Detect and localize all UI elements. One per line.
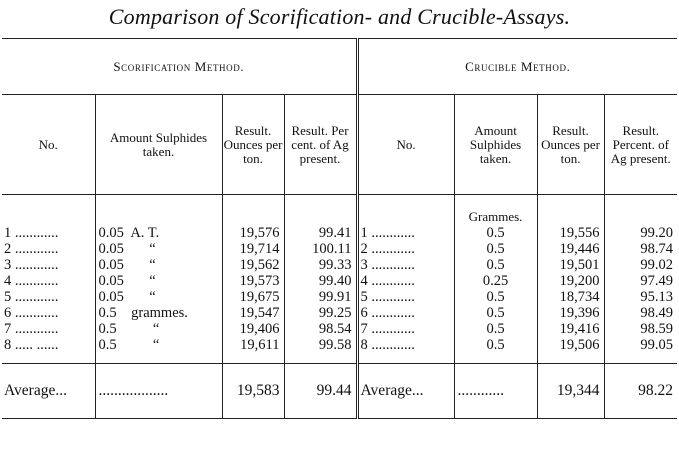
table-row xyxy=(2,305,677,321)
header-amount-scorification: Amount Sulphides taken. xyxy=(95,95,222,195)
amount-taken-crucible: 0.5 xyxy=(454,289,537,305)
table-title: Comparison of Scorification- and Crucible-Assays. xyxy=(108,4,571,29)
row-number-crucible: 3 ............ xyxy=(357,257,454,273)
row-number: 7 ............ xyxy=(4,321,59,337)
row-number-crucible: 6 ............ xyxy=(357,305,454,321)
amount-taken: 0.05 “ xyxy=(95,273,222,289)
result-percent: 99.41 xyxy=(284,225,357,241)
result-percent-crucible: 99.05 xyxy=(604,337,677,353)
amount-taken: 0.5 grammes. xyxy=(95,305,222,321)
row-number-crucible: 2 ............ xyxy=(357,241,454,257)
average-row xyxy=(2,364,677,419)
amount-taken-crucible: 0.5 xyxy=(454,321,537,337)
row-number: 1 ............ xyxy=(4,225,59,241)
result-percent: 99.58 xyxy=(284,337,357,353)
result-ounces-crucible: 19,501 xyxy=(537,257,604,273)
amount-taken: 0.05 “ xyxy=(95,241,222,257)
amount-taken-crucible: 0.5 xyxy=(454,225,537,241)
section-scorification: Scorification Method. xyxy=(2,39,357,95)
amount-taken-crucible: 0.25 xyxy=(454,273,537,289)
result-ounces-crucible: 19,446 xyxy=(537,241,604,257)
result-ounces-crucible: 19,506 xyxy=(537,337,604,353)
amount-taken: 0.5 “ xyxy=(95,337,222,353)
result-ounces-crucible: 19,396 xyxy=(537,305,604,321)
result-percent-crucible: 99.20 xyxy=(604,225,677,241)
row-number-crucible: 7 ............ xyxy=(357,321,454,337)
row-number-crucible: 5 ............ xyxy=(357,289,454,305)
average-dots: .................. xyxy=(95,364,222,419)
average-percent-scorification: 99.44 xyxy=(284,364,357,419)
header-result-percent-scorification: Result. Per cent. of Ag present. xyxy=(284,95,357,195)
average-ounces-crucible: 19,344 xyxy=(537,364,604,419)
average-percent-crucible: 98.22 xyxy=(604,364,677,419)
result-ounces: 19,562 xyxy=(222,257,284,273)
result-percent: 99.33 xyxy=(284,257,357,273)
result-ounces: 19,573 xyxy=(222,273,284,289)
average-label: Average... xyxy=(2,364,95,419)
amount-taken-crucible: 0.5 xyxy=(454,257,537,273)
header-amount-crucible: Amount Sulphides taken. xyxy=(454,95,537,195)
crucible-unit-label: Grammes. xyxy=(454,209,537,225)
amount-taken-crucible: 0.5 xyxy=(454,305,537,321)
header-no: No. xyxy=(2,95,95,195)
assay-comparison-table xyxy=(2,38,677,419)
result-ounces: 19,547 xyxy=(222,305,284,321)
result-percent: 99.25 xyxy=(284,305,357,321)
row-number: 6 ............ xyxy=(4,305,59,321)
result-percent-crucible: 98.59 xyxy=(604,321,677,337)
average-dots-crucible: ............ xyxy=(454,364,537,419)
section-crucible: Crucible Method. xyxy=(357,39,677,95)
result-percent: 99.91 xyxy=(284,289,357,305)
amount-taken-crucible: 0.5 xyxy=(454,337,537,353)
result-percent: 100.11 xyxy=(284,241,357,257)
table-row xyxy=(2,225,677,241)
header-result-percent-crucible: Result. Percent. of Ag present. xyxy=(604,95,677,195)
result-percent: 98.54 xyxy=(284,321,357,337)
result-ounces-crucible: 18,734 xyxy=(537,289,604,305)
row-number: 4 ............ xyxy=(4,273,59,289)
row-number: 5 ............ xyxy=(4,289,59,305)
result-percent-crucible: 99.02 xyxy=(604,257,677,273)
result-ounces-crucible: 19,416 xyxy=(537,321,604,337)
result-ounces: 19,611 xyxy=(222,337,284,353)
amount-taken: 0.05 A. T. xyxy=(95,225,222,241)
result-percent-crucible: 98.74 xyxy=(604,241,677,257)
result-percent: 99.40 xyxy=(284,273,357,289)
row-number: 3 ............ xyxy=(4,257,59,273)
row-number: 8 ..... ...... xyxy=(4,337,59,353)
table-row xyxy=(2,241,677,257)
result-ounces-crucible: 19,556 xyxy=(537,225,604,241)
row-number: 2 ............ xyxy=(4,241,59,257)
table-row xyxy=(2,321,677,337)
result-ounces: 19,406 xyxy=(222,321,284,337)
result-ounces: 19,576 xyxy=(222,225,284,241)
average-ounces-scorification: 19,583 xyxy=(222,364,284,419)
header-no-crucible: No. xyxy=(357,95,454,195)
table-row xyxy=(2,257,677,273)
row-number-crucible: 8 ............ xyxy=(357,337,454,353)
result-ounces-crucible: 19,200 xyxy=(537,273,604,289)
table-row xyxy=(2,273,677,289)
result-percent-crucible: 98.49 xyxy=(604,305,677,321)
amount-taken: 0.05 “ xyxy=(95,289,222,305)
result-ounces: 19,675 xyxy=(222,289,284,305)
row-number-crucible: 1 ............ xyxy=(357,225,454,241)
amount-taken-crucible: 0.5 xyxy=(454,241,537,257)
result-ounces: 19,714 xyxy=(222,241,284,257)
amount-taken: 0.05 “ xyxy=(95,257,222,273)
result-percent-crucible: 97.49 xyxy=(604,273,677,289)
header-result-ounces-scorification: Result. Ounces per ton. xyxy=(222,95,284,195)
header-result-ounces-crucible: Result. Ounces per ton. xyxy=(537,95,604,195)
table-row xyxy=(2,289,677,305)
table-row xyxy=(2,337,677,353)
row-number-crucible: 4 ............ xyxy=(357,273,454,289)
result-percent-crucible: 95.13 xyxy=(604,289,677,305)
average-label-crucible: Average... xyxy=(357,364,454,419)
amount-taken: 0.5 “ xyxy=(95,321,222,337)
